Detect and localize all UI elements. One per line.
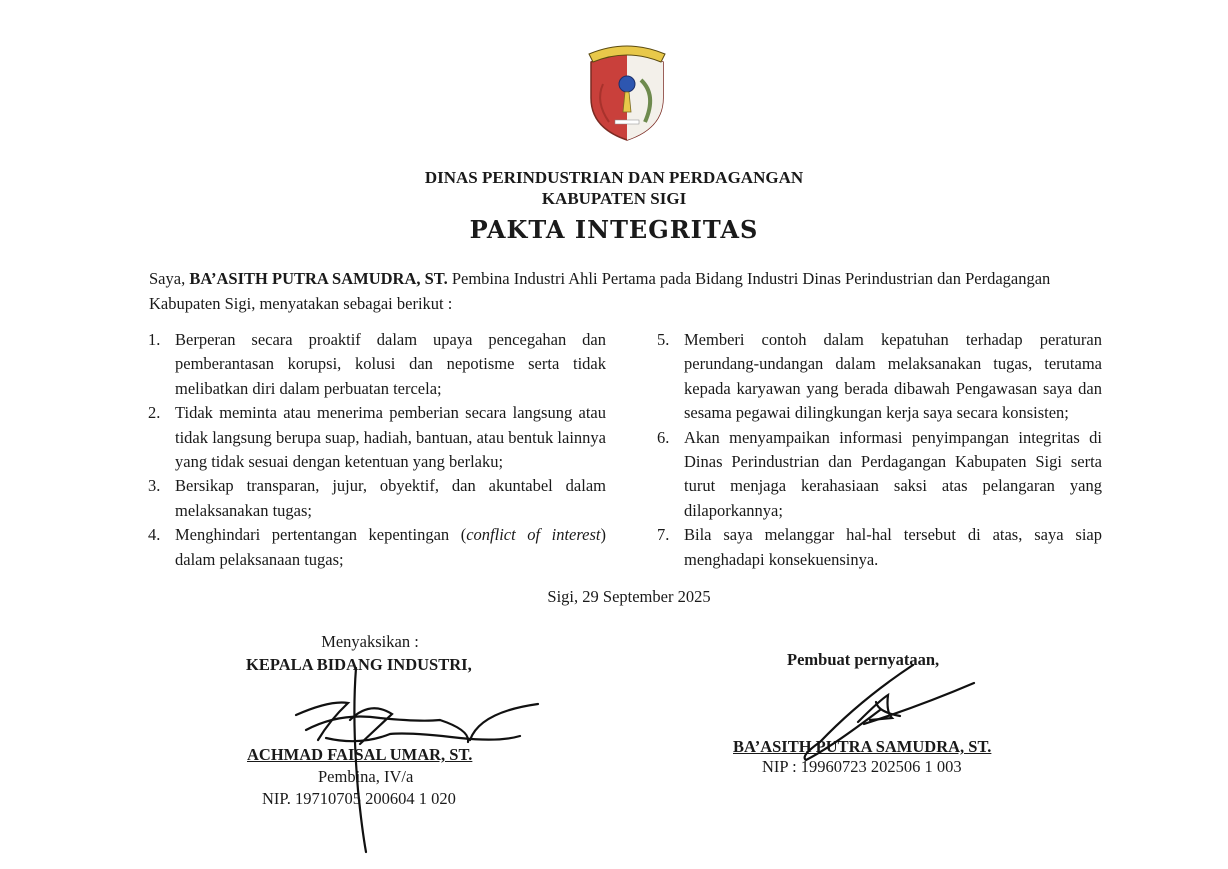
intro-prefix: Saya, bbox=[149, 269, 190, 288]
declarant-label: Pembuat pernyataan, bbox=[787, 650, 940, 669]
agency-region: KABUPATEN SIGI bbox=[541, 189, 687, 208]
document-title: PAKTA INTEGRITAS bbox=[469, 215, 759, 244]
witness-nip: NIP. 19710705 200604 1 020 bbox=[262, 789, 456, 808]
list-item bbox=[657, 523, 1102, 572]
list-item bbox=[148, 401, 606, 474]
intro-rest: Pembina Industri Ahli Pertama pada Bidang Industri Dinas Perindustrian dan Perdagangan Kabupaten Sigi, menyatakan sebagai berikut : bbox=[149, 269, 1051, 313]
item-number: 5. bbox=[657, 330, 670, 349]
emblem-globe bbox=[619, 76, 635, 92]
witness-label: Menyaksikan : bbox=[321, 632, 419, 651]
item-number: 7. bbox=[657, 525, 670, 545]
date-line: Sigi, 29 September 2025 bbox=[547, 587, 711, 606]
list-item bbox=[657, 328, 1102, 426]
commitment-list-left bbox=[148, 328, 606, 572]
commitment-list-right bbox=[657, 328, 1102, 572]
emblem-shield-right bbox=[627, 54, 663, 140]
witness-rank: Pembina, IV/a bbox=[318, 767, 414, 786]
agency-name: DINAS PERINDUSTRIAN DAN PERDAGANGAN bbox=[424, 168, 804, 187]
list-item bbox=[148, 474, 606, 523]
intro-name: BA’ASITH PUTRA SAMUDRA, ST. bbox=[189, 269, 448, 288]
item-number: 6. bbox=[657, 427, 670, 447]
list-item bbox=[148, 523, 606, 572]
item-number: 4. bbox=[148, 525, 161, 545]
item-number: 3. bbox=[148, 476, 161, 496]
item-number: 2. bbox=[148, 403, 161, 423]
witness-role: KEPALA BIDANG INDUSTRI, bbox=[246, 655, 472, 674]
item-text: Memberi contoh dalam kepatuhan terhadap peraturan perundang-undangan dalam melaksanakan tugas, terutama kepada karyawan yang berada dibawah Pengawasan saya dan sesama pegawai dilingkungan kerja saya secara konsisten; bbox=[684, 330, 1102, 423]
list-item bbox=[657, 426, 1102, 524]
item-text: Akan menyampaikan informasi penyimpangan integritas di Dinas Perindustrian dan Perdagangan Kabupaten Sigi serta turut menjaga kerahasiaan saksi atas pelangaran yang dilaporkannya; bbox=[684, 427, 1102, 520]
item-text bbox=[175, 523, 606, 572]
item-text-italic: conflict of interest bbox=[466, 525, 601, 545]
intro-paragraph bbox=[149, 266, 1079, 316]
item-text-part: Menghindari pertentangan kepentingan ( bbox=[175, 525, 467, 545]
declarant-nip: NIP : 19960723 202506 1 003 bbox=[762, 757, 962, 776]
item-text: Bersikap transparan, jujur, obyektif, dan akuntabel dalam melaksanakan tugas; bbox=[175, 476, 606, 520]
item-text: Bila saya melanggar hal-hal tersebut di atas, saya siap menghadapi konsekuensinya. bbox=[684, 525, 1102, 569]
witness-name: ACHMAD FAISAL UMAR, ST. bbox=[247, 745, 473, 764]
list-item bbox=[148, 328, 606, 401]
kabupaten-sigi-emblem bbox=[585, 40, 669, 142]
item-text: Berperan secara proaktif dalam upaya pencegahan dan pemberantasan korupsi, kolusi dan nepotisme serta tidak melibatkan diri dalam perbuatan tercela; bbox=[175, 330, 606, 398]
item-number: 1. bbox=[148, 330, 161, 349]
item-text: Tidak meminta atau menerima pemberian secara langsung atau tidak langsung berupa suap, hadiah, bantuan, atau bentuk lainnya yang tidak sesuai dengan ketentuan yang berlaku; bbox=[175, 403, 606, 472]
declarant-name: BA’ASITH PUTRA SAMUDRA, ST. bbox=[733, 737, 992, 756]
item-text-part: ) dalam pelaksanaan tugas; bbox=[175, 525, 606, 569]
